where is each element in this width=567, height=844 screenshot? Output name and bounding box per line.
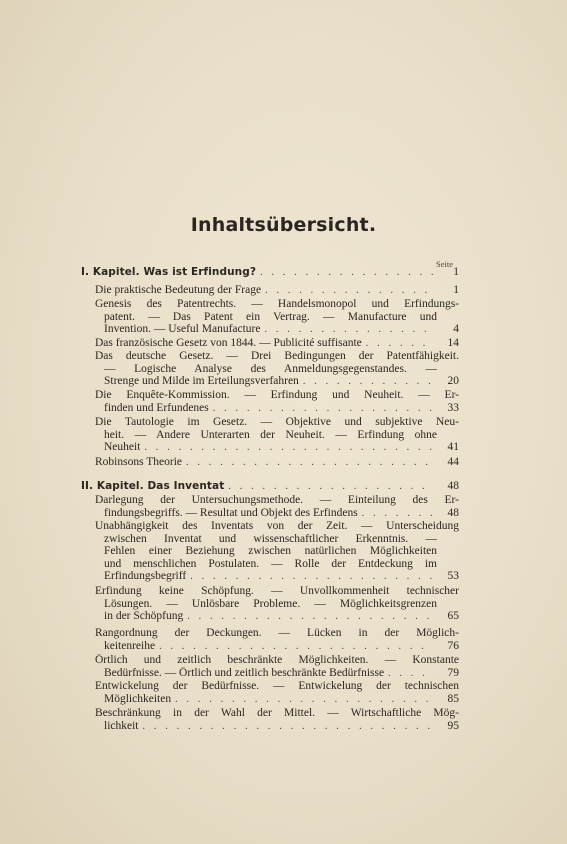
chapter-2-heading-entry (81, 480, 459, 493)
entry-line: findungsbegriffs. — Resultat und Objekt des Erfindens (104, 506, 358, 519)
toc-entry (95, 585, 459, 623)
page-number: 85 (447, 692, 459, 705)
entry-line: Unabhängigkeit des Inventats von der Zeit. — Unterscheidung (95, 520, 459, 532)
dot-leader (143, 721, 434, 734)
dot-leader (265, 285, 433, 298)
toc-entry (95, 627, 459, 652)
entry-line: Neuheit (104, 441, 141, 454)
page-number: 33 (447, 401, 459, 414)
entry-line: Darlegung der Untersuchungsmethode. — Einteilung des Er- (95, 494, 459, 506)
toc-entry (95, 680, 459, 705)
dot-leader (228, 481, 433, 494)
page-number: 48 (447, 480, 459, 492)
toc-entry (95, 654, 459, 679)
dot-leader (159, 641, 433, 654)
toc-entry (95, 520, 459, 583)
entry-line: Bedürfnisse. — Örtlich und zeitlich beschränkte Bedürfnisse (104, 666, 385, 679)
page-column-label: Seite (436, 259, 453, 269)
page-number: 79 (447, 666, 459, 679)
page-number: 20 (447, 375, 459, 388)
page-number: 1 (453, 266, 459, 278)
page-number: 1 (453, 284, 459, 296)
entry-line: heit. — Andere Unterarten der Neuheit. — Erfindung ohne (104, 428, 437, 441)
entry-line: Lösungen. — Unlösbare Probleme. — Möglichkeitsgrenzen (104, 597, 437, 610)
page-number: 53 (447, 570, 459, 583)
entry-line: Strenge und Milde im Erteilungsverfahren (104, 375, 299, 388)
page-number: 14 (447, 337, 459, 349)
entry-line: Die praktische Bedeutung der Frage (95, 284, 262, 296)
dot-leader (144, 442, 433, 455)
page-number: 44 (447, 456, 459, 468)
dot-leader (175, 694, 433, 707)
entry-line: zwischen Inventat und wissenschaftlicher Erkenntnis. — (104, 532, 437, 545)
entry-line: Robinsons Theorie (95, 456, 182, 468)
dot-leader (366, 338, 433, 351)
page-number: 4 (453, 323, 459, 336)
page-number: 48 (447, 506, 459, 519)
entry-line: Erfindungsbegriff (104, 570, 187, 583)
page-title: Inhaltsübersicht. (190, 214, 377, 236)
entry-line: Entwickelung der Bedürfnisse. — Entwickelung der technischen (95, 680, 459, 692)
page-number: 41 (447, 441, 459, 454)
entry-line: Das deutsche Gesetz. — Drei Bedingungen der Patentfähigkeit. (95, 350, 459, 362)
dot-leader (260, 267, 433, 280)
toc-entry (95, 389, 459, 414)
entry-line: Beschränkung in der Wahl der Mittel. — Wirtschaftliche Mög- (95, 707, 459, 719)
dot-leader (190, 571, 433, 584)
chapter-1-heading: I. Kapitel. Was ist Erfindung? (81, 266, 257, 278)
dot-leader (187, 611, 433, 624)
toc-entry (95, 350, 459, 388)
entry-line: keitenreihe (104, 639, 156, 652)
entry-line: finden und Erfundenes (104, 401, 209, 414)
entry-line: in der Schöpfung (104, 610, 184, 623)
dot-leader (388, 668, 433, 681)
entry-line: — Logische Analyse des Anmeldungsgegenstandes. — (104, 362, 437, 375)
chapter-1-heading-entry (81, 266, 459, 279)
page-number: 76 (447, 639, 459, 652)
entry-line: Möglichkeiten (104, 692, 172, 705)
toc-entry (95, 284, 459, 297)
dot-leader (303, 376, 433, 389)
entry-line: patent. — Das Patent ein Vertrag. — Manufacture und (104, 310, 437, 323)
entry-line: und menschlichen Postulaten. — Rolle der Entdeckung im (104, 557, 437, 570)
entry-line: Örtlich und zeitlich beschränkte Möglichkeiten. — Konstante (95, 654, 459, 666)
dot-leader (264, 324, 433, 337)
entry-line: Invention. — Useful Manufacture (104, 323, 261, 336)
chapter-2-heading: II. Kapitel. Das Inventat (81, 480, 225, 492)
entry-line: Erfindung keine Schöpfung. — Unvollkommenheit technischer (95, 585, 459, 597)
entry-line: lichkeit (104, 719, 139, 732)
toc-entry (95, 416, 459, 454)
toc-entry (95, 298, 459, 336)
dot-leader (213, 403, 433, 416)
dot-leader (362, 508, 433, 521)
entry-line: Die Enquête-Kommission. — Erfindung und Neuheit. — Er- (95, 389, 459, 401)
entry-line: Genesis des Patentrechts. — Handelsmonopol und Erfindungs- (95, 298, 459, 310)
toc-entry (95, 494, 459, 519)
page-number: 65 (447, 610, 459, 623)
toc-entry (95, 337, 459, 350)
dot-leader (186, 457, 433, 470)
toc-entry (95, 456, 459, 469)
page-number: 95 (447, 719, 459, 732)
entry-line: Rangordnung der Deckungen. — Lücken in der Möglich- (95, 627, 459, 639)
entry-line: Die Tautologie im Gesetz. — Objektive und subjektive Neu- (95, 416, 459, 428)
entry-line: Fehlen einer Beziehung zwischen natürlichen Möglichkeiten (104, 545, 437, 558)
entry-line: Das französische Gesetz von 1844. — Publicité suffisante (95, 337, 362, 349)
toc-entry (95, 707, 459, 732)
